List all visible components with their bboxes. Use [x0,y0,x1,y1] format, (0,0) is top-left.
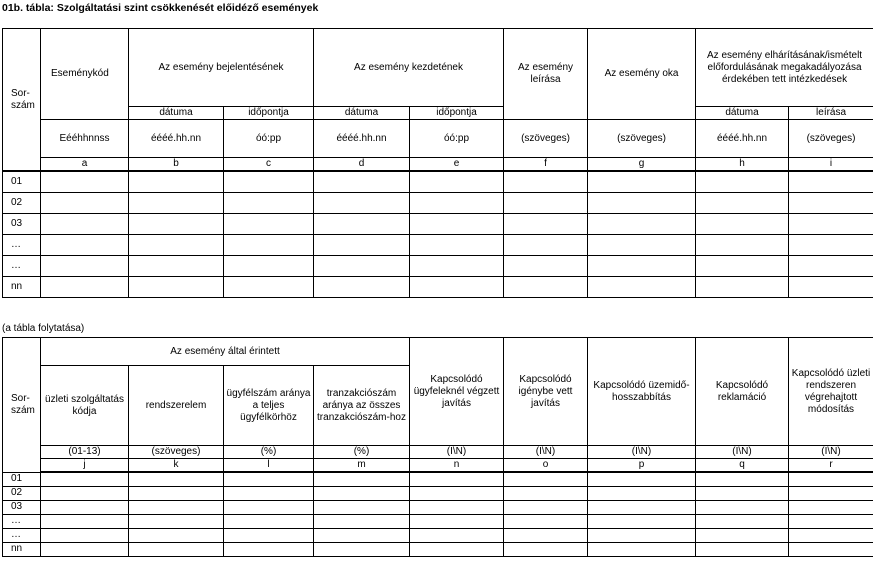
data-cell[interactable] [41,500,129,514]
format-cell: (I\N) [410,446,504,459]
data-cell[interactable] [696,500,789,514]
format-cell: Eééhhnnss [41,120,129,158]
data-cell[interactable] [129,213,224,234]
data-cell[interactable] [314,234,410,255]
data-cell[interactable] [314,542,410,556]
format-cell: (szöveges) [588,120,696,158]
data-cell[interactable] [696,472,789,486]
data-cell[interactable] [504,255,588,276]
data-cell[interactable] [504,472,588,486]
data-cell[interactable] [224,500,314,514]
data-cell[interactable] [41,276,129,297]
sub-elharitas-datum: dátuma [696,107,789,120]
data-cell[interactable] [314,255,410,276]
row-number: nn [3,276,41,297]
row-number: 02 [3,486,41,500]
column-letter: m [314,459,410,473]
data-cell[interactable] [129,234,224,255]
format-cell: (%) [224,446,314,459]
data-cell[interactable] [696,514,789,528]
data-cell[interactable] [129,514,224,528]
data-cell[interactable] [789,472,873,486]
data-cell[interactable] [504,542,588,556]
data-cell[interactable] [696,234,789,255]
column-letter: o [504,459,588,473]
table-title: 01b. tábla: Szolgáltatási szint csökkenését előidéző események [2,2,319,14]
data-cell[interactable] [588,192,696,213]
data-cell[interactable] [410,192,504,213]
data-cell[interactable] [129,542,224,556]
data-cell[interactable] [129,486,224,500]
data-cell[interactable] [588,486,696,500]
data-cell[interactable] [41,213,129,234]
sub-kezdet-datum: dátuma [314,107,410,120]
format-cell: éééé.hh.nn [129,120,224,158]
header-r: Kapcsolódó üzleti rendszeren végrehajtott módosítás [789,338,873,446]
data-cell[interactable] [789,276,873,297]
data-cell[interactable] [789,514,873,528]
column-letter: i [789,158,873,172]
column-letter: d [314,158,410,172]
table-row [3,234,873,255]
header-q: Kapcsolódó reklamáció [696,338,789,446]
row-number: 02 [3,192,41,213]
row-number: 03 [3,213,41,234]
column-letter: g [588,158,696,172]
data-cell[interactable] [224,542,314,556]
data-cell[interactable] [588,276,696,297]
data-cell[interactable] [696,542,789,556]
data-cell[interactable] [504,171,588,192]
data-cell[interactable] [314,213,410,234]
events-table-continuation [2,337,873,557]
data-cell[interactable] [129,472,224,486]
row-number: … [3,234,41,255]
format-cell: (szöveges) [789,120,873,158]
data-cell[interactable] [410,276,504,297]
data-cell[interactable] [410,255,504,276]
row-number: … [3,255,41,276]
row-number: 01 [3,472,41,486]
column-letter: f [504,158,588,172]
data-cell[interactable] [129,171,224,192]
column-letter: r [789,459,873,473]
data-cell[interactable] [41,542,129,556]
data-cell[interactable] [314,472,410,486]
format-cell: (%) [314,446,410,459]
data-cell[interactable] [314,500,410,514]
data-cell[interactable] [504,486,588,500]
data-cell[interactable] [696,255,789,276]
format-cell: (I\N) [504,446,588,459]
data-cell[interactable] [129,255,224,276]
data-cell[interactable] [224,528,314,542]
data-cell[interactable] [410,234,504,255]
table-row [3,276,873,297]
table-row [3,542,873,556]
header-n: Kapcsolódó ügyfeleknél végzett javítás [410,338,504,446]
data-cell[interactable] [588,234,696,255]
data-cell[interactable] [314,486,410,500]
sub-ugyfelszam-arany: ügyfélszám aránya a teljes ügyfélkörhöz [224,366,314,446]
data-cell[interactable] [696,192,789,213]
data-cell[interactable] [789,213,873,234]
data-cell[interactable] [696,171,789,192]
column-letter: n [410,459,504,473]
data-cell[interactable] [224,486,314,500]
format-cell: (I\N) [588,446,696,459]
header-kezdet: Az esemény kezdetének [314,29,504,107]
column-letter: p [588,459,696,473]
format-cell: óó:pp [410,120,504,158]
data-cell[interactable] [789,528,873,542]
data-cell[interactable] [41,472,129,486]
format-cell: (szöveges) [504,120,588,158]
column-letter: e [410,158,504,172]
data-cell[interactable] [314,528,410,542]
data-cell[interactable] [129,276,224,297]
data-cell[interactable] [410,213,504,234]
data-cell[interactable] [410,171,504,192]
data-cell[interactable] [129,528,224,542]
data-cell[interactable] [504,514,588,528]
data-cell[interactable] [789,192,873,213]
table-row [3,255,873,276]
data-cell[interactable] [696,528,789,542]
column-letter: j [41,459,129,473]
table-row [3,213,873,234]
column-letter: h [696,158,789,172]
format-cell: (I\N) [789,446,873,459]
sorszam-header: Sor- szám [3,338,41,473]
data-cell[interactable] [588,528,696,542]
data-cell[interactable] [41,171,129,192]
format-cell: (szöveges) [129,446,224,459]
row-number: 03 [3,500,41,514]
data-cell[interactable] [224,234,314,255]
column-letter: c [224,158,314,172]
data-cell[interactable] [588,255,696,276]
data-cell[interactable] [224,255,314,276]
data-cell[interactable] [789,486,873,500]
data-cell[interactable] [224,171,314,192]
data-cell[interactable] [410,486,504,500]
data-cell[interactable] [504,276,588,297]
header-ok: Az esemény oka [588,29,696,120]
data-cell[interactable] [504,192,588,213]
data-cell[interactable] [588,542,696,556]
data-cell[interactable] [224,192,314,213]
header-erintett: Az esemény által érintett [41,338,410,366]
format-cell: óó:pp [224,120,314,158]
row-number: … [3,528,41,542]
header-esemenykod: Eseménykód [41,29,129,120]
table-row [3,472,873,486]
row-number: … [3,514,41,528]
table-row [3,514,873,528]
format-cell: éééé.hh.nn [314,120,410,158]
events-table [2,28,873,298]
table-row [3,171,873,192]
row-number: 01 [3,171,41,192]
table-row [3,500,873,514]
data-cell[interactable] [789,255,873,276]
data-cell[interactable] [41,486,129,500]
column-letter: l [224,459,314,473]
format-cell: (01-13) [41,446,129,459]
data-cell[interactable] [504,528,588,542]
data-cell[interactable] [410,500,504,514]
table-row [3,486,873,500]
header-p: Kapcsolódó üzemidő-hosszabbítás [588,338,696,446]
sub-bejelentes-datum: dátuma [129,107,224,120]
column-letter: q [696,459,789,473]
data-cell[interactable] [129,192,224,213]
continuation-label: (a tábla folytatása) [2,323,85,334]
data-cell[interactable] [588,472,696,486]
data-cell[interactable] [696,486,789,500]
data-cell[interactable] [314,192,410,213]
data-cell[interactable] [224,514,314,528]
table-row [3,528,873,542]
sub-elharitas-leiras: leírása [789,107,873,120]
row-number: nn [3,542,41,556]
data-cell[interactable] [588,514,696,528]
data-cell[interactable] [696,213,789,234]
data-cell[interactable] [41,234,129,255]
data-cell[interactable] [314,171,410,192]
header-o: Kapcsolódó igénybe vett javítás [504,338,588,446]
header-leiras: Az esemény leírása [504,29,588,120]
data-cell[interactable] [314,514,410,528]
sub-rendszerelem: rendszerelem [129,366,224,446]
column-letter: b [129,158,224,172]
data-cell[interactable] [504,213,588,234]
format-cell: (I\N) [696,446,789,459]
data-cell[interactable] [410,542,504,556]
data-cell[interactable] [789,171,873,192]
data-cell[interactable] [410,514,504,528]
data-cell[interactable] [588,500,696,514]
data-cell[interactable] [41,255,129,276]
data-cell[interactable] [41,528,129,542]
data-cell[interactable] [789,234,873,255]
header-elharitas: Az esemény elhárításának/ismételt előfordulásának megakadályozása érdekében tett intézkedések [696,29,873,107]
data-cell[interactable] [504,234,588,255]
format-cell: éééé.hh.nn [696,120,789,158]
sub-szolgaltatas-kod: üzleti szolgáltatás kódja [41,366,129,446]
data-cell[interactable] [314,276,410,297]
sorszam-header: Sor- szám [3,29,41,172]
data-cell[interactable] [224,213,314,234]
sub-bejelentes-ido: időpontja [224,107,314,120]
data-cell[interactable] [696,276,789,297]
data-cell[interactable] [504,500,588,514]
data-cell[interactable] [41,192,129,213]
data-cell[interactable] [224,472,314,486]
sub-tranzakcio-arany: tranzakciószám aránya az összes tranzakciószám-hoz [314,366,410,446]
data-cell[interactable] [410,528,504,542]
data-cell[interactable] [588,171,696,192]
data-cell[interactable] [129,500,224,514]
data-cell[interactable] [789,500,873,514]
header-bejelentes: Az esemény bejelentésének [129,29,314,107]
table-row [3,192,873,213]
data-cell[interactable] [789,542,873,556]
column-letter: k [129,459,224,473]
sub-kezdet-ido: időpontja [410,107,504,120]
data-cell[interactable] [588,213,696,234]
column-letter: a [41,158,129,172]
data-cell[interactable] [41,514,129,528]
data-cell[interactable] [224,276,314,297]
data-cell[interactable] [410,472,504,486]
